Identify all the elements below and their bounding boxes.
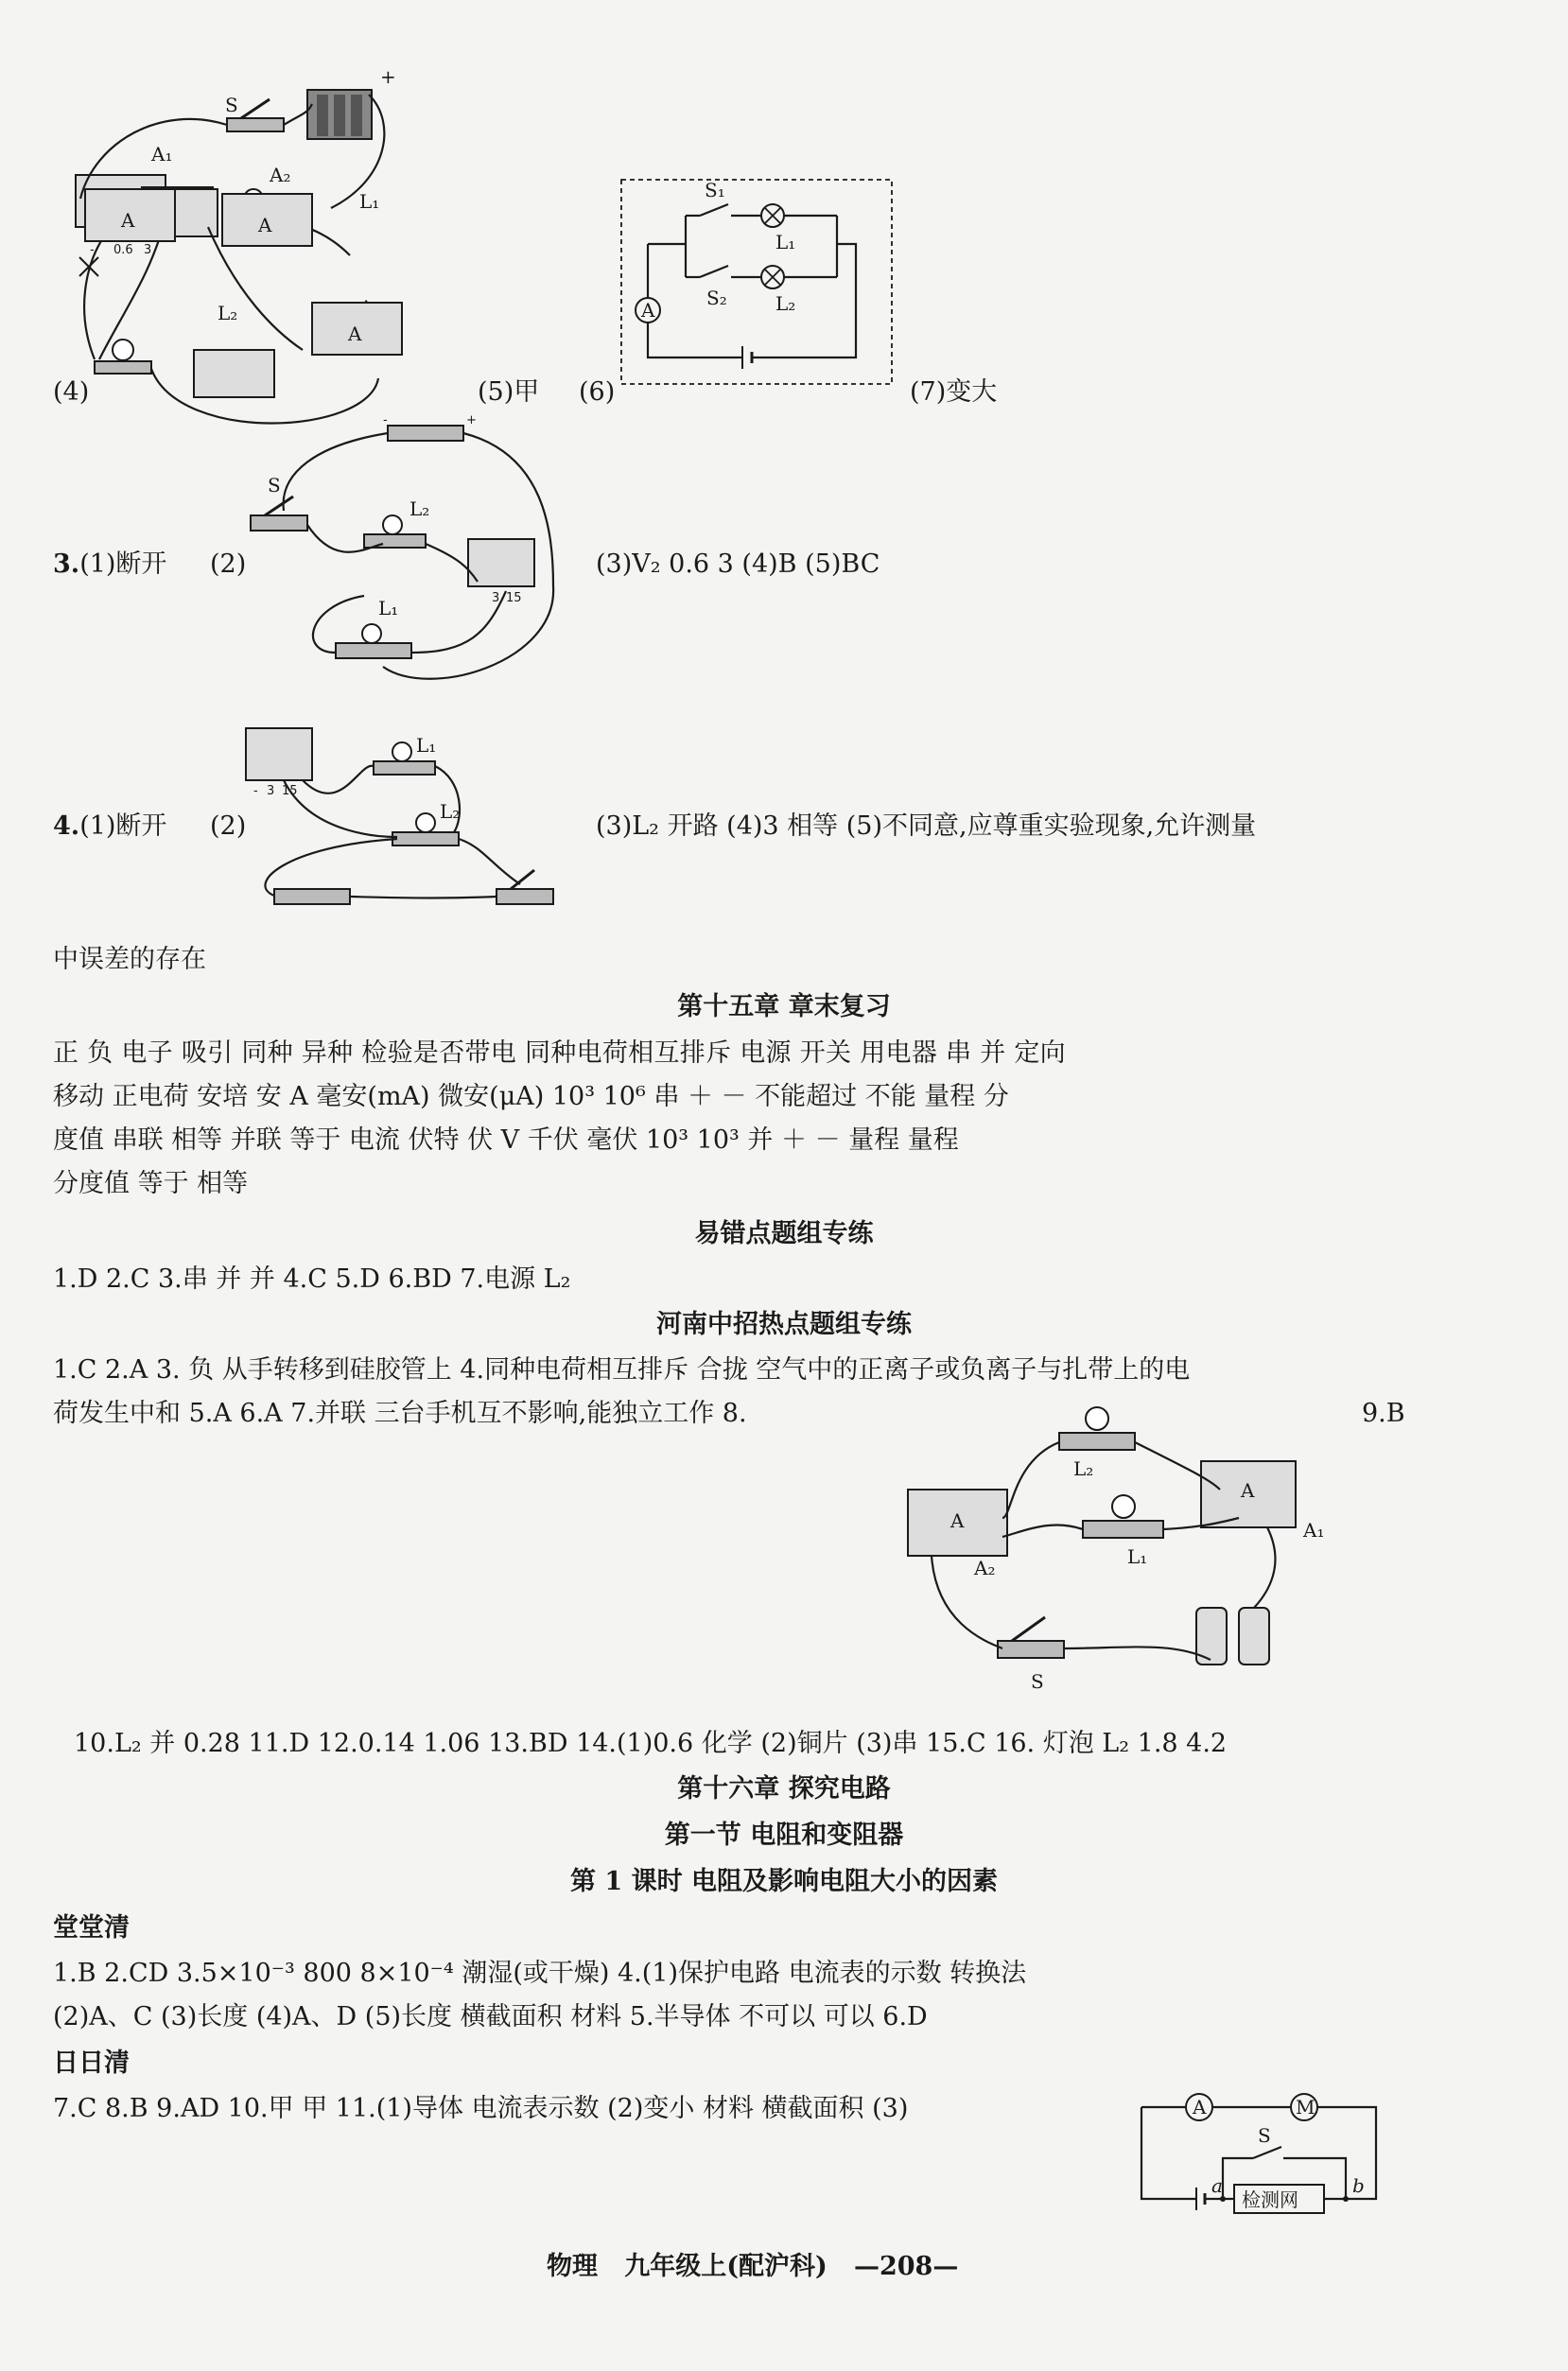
- q8-label-S: S: [1031, 1670, 1044, 1693]
- q11-motor-label: M: [1296, 2096, 1315, 2118]
- q4-continuation: 中误差的存在: [53, 945, 206, 974]
- q2-range-neg: -: [90, 243, 95, 257]
- chapter16-section: 第一节 电阻和变阻器: [664, 1821, 904, 1850]
- ririqing-heading: 日日清: [53, 2048, 130, 2078]
- q2-part6-label: (6): [579, 377, 616, 407]
- q8-label-A1: A₁: [1303, 1519, 1325, 1542]
- review-line-2: 移动 正电荷 安培 安 A 毫安(mA) 微安(μA) 10³ 10⁶ 串 ＋ － 不能超过 不能 量程 分: [53, 1082, 1009, 1111]
- q8-label-A2: A₂: [974, 1557, 996, 1579]
- q2-meter-A-2: A: [258, 214, 272, 236]
- q3-physical-circuit-diagram: [241, 413, 601, 690]
- q3-label-neg: -: [383, 413, 388, 427]
- chapter15-title: 第十五章 章末复习: [677, 992, 891, 1021]
- q2-schematic-S1: S₁: [705, 179, 725, 201]
- q3-label-r15: 15: [506, 591, 522, 605]
- q11-ammeter-label: A: [1193, 2096, 1207, 2118]
- q2-part4-label: (4): [53, 377, 90, 407]
- q4-label-L2: L₂: [440, 800, 461, 823]
- q3-label-S: S: [268, 474, 281, 497]
- q2-schematic-L1: L₁: [775, 231, 796, 253]
- q2-part5-answer: (5)甲: [478, 377, 540, 407]
- chapter16-title: 第十六章 探究电路: [677, 1774, 891, 1804]
- tangtangqing-heading: 堂堂清: [53, 1913, 130, 1943]
- q4-label-neg: -: [253, 784, 258, 798]
- yicuo-title: 易错点题组专练: [694, 1219, 874, 1248]
- q2-meter-A-3: A: [348, 323, 362, 345]
- q8-physical-circuit-diagram: [908, 1395, 1333, 1693]
- footer-page-number: —208—: [853, 2252, 959, 2281]
- yicuo-answers: 1.D 2.C 3.串 并 并 4.C 5.D 6.BD 7.电源 L₂: [53, 1264, 571, 1294]
- q4-label-L1: L₁: [416, 734, 437, 757]
- q3-part2-label: (2): [210, 549, 247, 579]
- q2-label-L2: L₂: [218, 302, 238, 324]
- tangtangqing-line-2: (2)A、C (3)长度 (4)A、D (5)长度 横截面积 材料 5.半导体 不可以 可以 6.D: [53, 2002, 928, 2031]
- q8-label-L2: L₂: [1073, 1457, 1094, 1480]
- review-line-1: 正 负 电子 吸引 同种 异种 检验是否带电 同种电荷相互排斥 电源 开关 用电器 串 并 定向: [53, 1038, 1066, 1068]
- answers-line-10-16: 10.L₂ 并 0.28 11.D 12.0.14 1.06 13.BD 14.(1)0.6 化学 (2)铜片 (3)串 15.C 16. 灯泡 L₂ 1.8 4.2: [74, 1729, 1228, 1758]
- q4-physical-circuit-diagram: [246, 724, 558, 922]
- q3-label-L2: L₂: [409, 497, 430, 520]
- henan-line-2: 荷发生中和 5.A 6.A 7.并联 三台手机互不影响,能独立工作 8.: [53, 1399, 747, 1428]
- q2-label-A2: A₂: [270, 164, 291, 186]
- q2-part7-answer: (7)变大: [910, 377, 998, 407]
- tangtangqing-line-1: 1.B 2.CD 3.5×10⁻³ 800 8×10⁻⁴ 潮湿(或干燥) 4.(1)保护电路 电流表的示数 转换法: [53, 1959, 1027, 1988]
- q4-rest-answers: (3)L₂ 开路 (4)3 相等 (5)不同意,应尊重实验现象,允许测量: [596, 811, 1257, 841]
- footer-grade: 九年级上(配沪科): [624, 2252, 828, 2281]
- henan-q9: 9.B: [1362, 1399, 1405, 1428]
- q8-label-L1: L₁: [1127, 1545, 1148, 1568]
- q3-label-L1: L₁: [378, 597, 399, 619]
- q2-schematic-ammeter: A: [641, 299, 655, 322]
- q11-switch-label: S: [1258, 2124, 1271, 2147]
- review-line-3: 度值 串联 相等 并联 等于 电流 伏特 伏 V 千伏 毫伏 10³ 10³ 并 ＋ － 量程 量程: [53, 1125, 959, 1155]
- q2-label-plus: +: [380, 65, 396, 88]
- henan-title: 河南中招热点题组专练: [656, 1310, 912, 1339]
- q11-detection-net-label: 检测网: [1242, 2188, 1298, 2211]
- henan-line-1: 1.C 2.A 3. 负 从手转移到硅胶管上 4.同种电荷相互排斥 合拢 空气中的正离子或负离子与扎带上的电: [53, 1355, 1191, 1385]
- q8-meter-A-left: A: [950, 1509, 965, 1532]
- q8-meter-A-right: A: [1241, 1479, 1255, 1502]
- chapter16-lesson: 第 1 课时 电阻及影响电阻大小的因素: [570, 1867, 998, 1896]
- q3-number: 3.: [53, 549, 80, 579]
- q11-point-b: b: [1352, 2174, 1365, 2197]
- q2-label-S: S: [225, 94, 238, 116]
- q2-circuit-schematic: [619, 178, 894, 386]
- q3-rest-answers: (3)V₂ 0.6 3 (4)B (5)BC: [596, 549, 880, 579]
- q3-part1: [53, 549, 166, 581]
- q2-range-3: 3: [144, 243, 152, 257]
- q2-label-L1: L₁: [359, 190, 380, 213]
- q2-label-A1: A₁: [151, 143, 173, 166]
- q4-part1: [53, 811, 166, 843]
- q4-number: 4.: [53, 811, 80, 841]
- q2-meter-group: [90, 151, 511, 454]
- q3-part1-answer: (1)断开: [79, 549, 167, 579]
- footer: [547, 2251, 958, 2283]
- q2-schematic-S2: S₂: [706, 287, 727, 309]
- footer-subject: 物理: [547, 2252, 598, 2281]
- ririqing-line-1: 7.C 8.B 9.AD 10.甲 甲 11.(1)导体 电流表示数 (2)变小 材料 横截面积 (3): [53, 2094, 909, 2123]
- q4-part2-label: (2): [210, 811, 247, 841]
- q4-label-r15: 15: [282, 784, 298, 798]
- q2-meter-A-1: A: [121, 209, 135, 232]
- q2-range-06: 0.6: [113, 243, 133, 257]
- review-line-4: 分度值 等于 相等: [53, 1169, 249, 1198]
- q4-label-r3: 3: [267, 784, 275, 798]
- q4-part1-answer: (1)断开: [79, 811, 167, 841]
- q2-schematic-L2: L₂: [775, 292, 796, 315]
- q11-point-a: a: [1211, 2174, 1223, 2197]
- q3-label-r3: 3: [492, 591, 500, 605]
- q11-circuit-schematic: [1140, 2090, 1385, 2213]
- q3-label-plus: +: [466, 413, 477, 427]
